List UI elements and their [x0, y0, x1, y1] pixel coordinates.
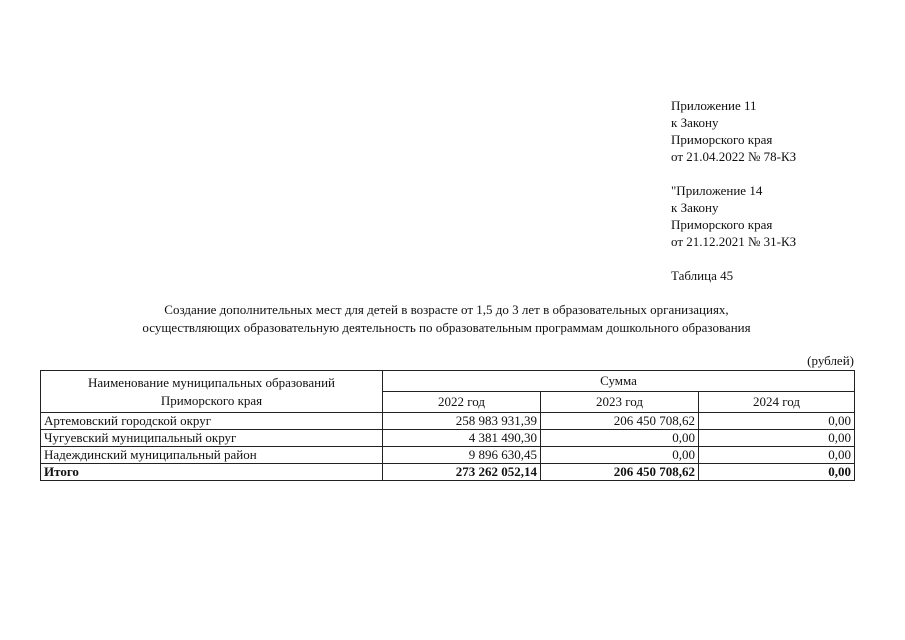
table-row — [41, 413, 855, 430]
appendix-14-line4: от 21.12.2021 № 31-КЗ — [671, 234, 797, 249]
row-municipality-name: Артемовский городской округ — [41, 413, 383, 430]
header-sum: Сумма — [383, 371, 855, 392]
header-year-2024: 2024 год — [699, 392, 855, 413]
header-year-2023: 2023 год — [541, 392, 699, 413]
total-label: Итого — [41, 464, 383, 481]
appendix-14-block — [671, 182, 796, 250]
header-year-2022: 2022 год — [383, 392, 541, 413]
row-value-2024: 0,00 — [699, 413, 855, 430]
appendix-14-line1: "Приложение 14 — [671, 183, 763, 198]
row-value-2022: 258 983 931,39 — [383, 413, 541, 430]
table-row — [41, 430, 855, 447]
total-value-2024: 0,00 — [699, 464, 855, 481]
row-municipality-name: Надеждинский муниципальный район — [41, 447, 383, 464]
table-total-row — [41, 464, 855, 481]
appendix-11-block — [671, 97, 796, 165]
row-value-2023: 0,00 — [541, 430, 699, 447]
budget-table — [40, 370, 855, 481]
document-title-line1: Создание дополнительных мест для детей в возрасте от 1,5 до 3 лет в образовательных организациях, — [164, 302, 729, 317]
appendix-14-line2: к Закону — [671, 200, 719, 215]
row-value-2024: 0,00 — [699, 430, 855, 447]
row-value-2023: 206 450 708,62 — [541, 413, 699, 430]
row-value-2022: 4 381 490,30 — [383, 430, 541, 447]
row-municipality-name: Чугуевский муниципальный округ — [41, 430, 383, 447]
table-number: Таблица 45 — [671, 268, 734, 283]
appendix-14-line3: Приморского края — [671, 217, 773, 232]
total-value-2023: 206 450 708,62 — [541, 464, 699, 481]
row-value-2023: 0,00 — [541, 447, 699, 464]
header-municipality — [41, 371, 383, 413]
table-row — [41, 447, 855, 464]
appendix-11-line3: Приморского края — [671, 132, 773, 147]
table-header-row-1 — [41, 371, 855, 392]
units-label: (рублей) — [807, 353, 854, 368]
total-value-2022: 273 262 052,14 — [383, 464, 541, 481]
appendix-11-line4: от 21.04.2022 № 78-КЗ — [671, 149, 797, 164]
row-value-2022: 9 896 630,45 — [383, 447, 541, 464]
appendix-11-line2: к Закону — [671, 115, 719, 130]
document-title — [40, 301, 853, 337]
appendix-11-line1: Приложение 11 — [671, 98, 757, 113]
header-municipality-line2: Приморского края — [160, 392, 263, 408]
document-title-line2: осуществляющих образовательную деятельность по образовательным программам дошкольного образования — [142, 320, 751, 335]
row-value-2024: 0,00 — [699, 447, 855, 464]
header-municipality-line1: Наименование муниципальных образований — [87, 374, 336, 390]
